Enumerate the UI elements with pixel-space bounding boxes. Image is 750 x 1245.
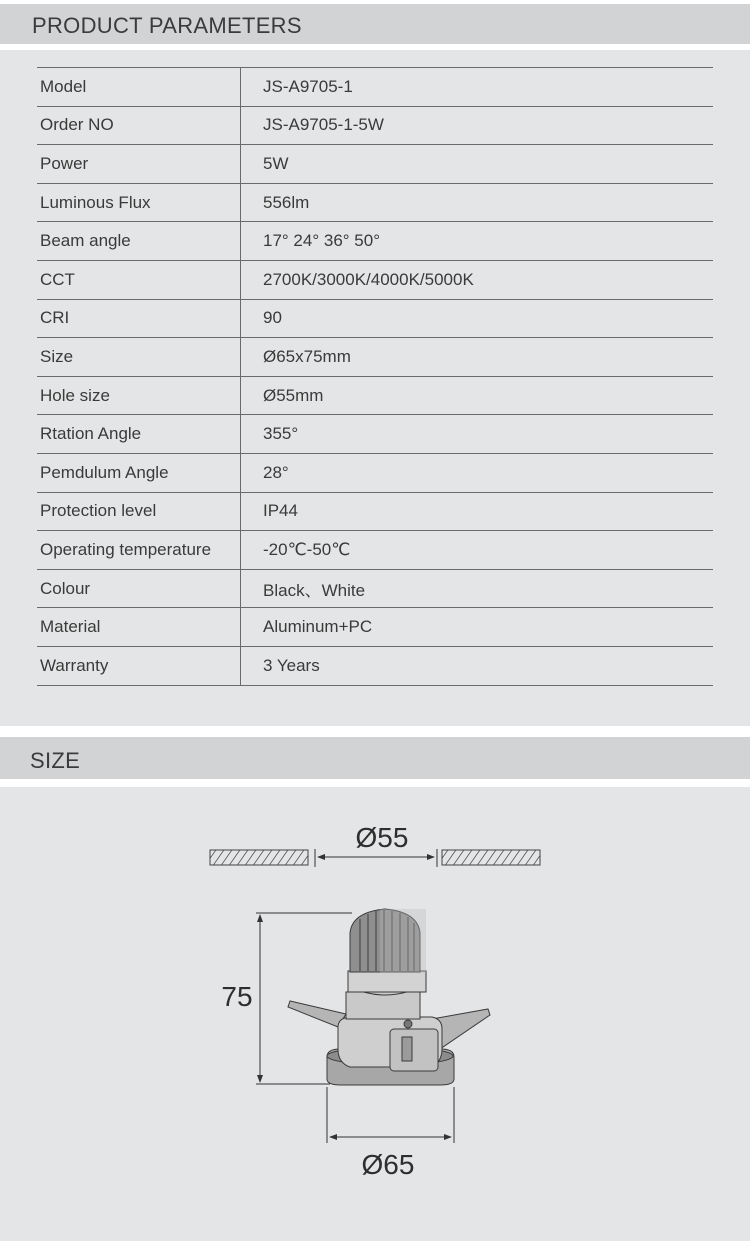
parameter-value: 17° 24° 36° 50° — [241, 222, 714, 261]
size-panel — [0, 787, 750, 1241]
parameters-table — [37, 67, 713, 686]
parameter-label: Hole size — [37, 376, 241, 415]
parameter-label: Order NO — [37, 106, 241, 145]
parameter-row — [37, 338, 713, 377]
parameter-row — [37, 106, 713, 145]
parameter-row — [37, 608, 713, 647]
parameter-label: CRI — [37, 299, 241, 338]
parameter-value: Aluminum+PC — [241, 608, 714, 647]
height-dimension-label: 75 — [221, 981, 253, 1012]
parameter-value: 3 Years — [241, 646, 714, 685]
parameter-label: Beam angle — [37, 222, 241, 261]
parameter-value: 355° — [241, 415, 714, 454]
parameter-value: Ø55mm — [241, 376, 714, 415]
parameter-row — [37, 145, 713, 184]
parameter-row — [37, 68, 713, 107]
parameter-value: JS-A9705-1-5W — [241, 106, 714, 145]
parameter-label: Material — [37, 608, 241, 647]
parameters-header-bar — [0, 4, 750, 44]
ceiling-right-hatch — [442, 850, 540, 865]
diameter-dimension-label: Ø65 — [361, 1149, 415, 1180]
parameter-label: Colour — [37, 569, 241, 608]
hole-dimension-label: Ø55 — [355, 822, 409, 853]
parameter-label: Model — [37, 68, 241, 107]
parameter-row — [37, 453, 713, 492]
parameter-label: Luminous Flux — [37, 183, 241, 222]
parameters-panel — [0, 50, 750, 726]
parameter-row — [37, 376, 713, 415]
parameter-row — [37, 415, 713, 454]
parameter-label: Rtation Angle — [37, 415, 241, 454]
parameter-value: 90 — [241, 299, 714, 338]
parameter-value: 28° — [241, 453, 714, 492]
parameter-value: -20℃-50℃ — [241, 531, 714, 570]
parameter-row — [37, 222, 713, 261]
parameter-row — [37, 531, 713, 570]
parameter-label: CCT — [37, 260, 241, 299]
ceiling-left-hatch — [210, 850, 308, 865]
parameter-label: Protection level — [37, 492, 241, 531]
size-title: SIZE — [30, 748, 81, 773]
parameter-value: 5W — [241, 145, 714, 184]
parameter-value: JS-A9705-1 — [241, 68, 714, 107]
parameter-row — [37, 183, 713, 222]
parameters-title: PRODUCT PARAMETERS — [32, 13, 302, 38]
parameter-value: 2700K/3000K/4000K/5000K — [241, 260, 714, 299]
parameter-label: Warranty — [37, 646, 241, 685]
parameter-label: Power — [37, 145, 241, 184]
parameter-value: IP44 — [241, 492, 714, 531]
parameter-label: Size — [37, 338, 241, 377]
parameter-value: 556lm — [241, 183, 714, 222]
size-header-bar — [0, 737, 750, 779]
parameter-row — [37, 492, 713, 531]
dimension-drawing — [0, 787, 750, 1241]
parameter-value: Black、White — [241, 569, 714, 608]
parameter-row — [37, 569, 713, 608]
parameter-value: Ø65x75mm — [241, 338, 714, 377]
downlight-product-image — [288, 909, 490, 1085]
parameter-row — [37, 260, 713, 299]
parameter-row — [37, 299, 713, 338]
parameter-row — [37, 646, 713, 685]
parameter-label: Operating temperature — [37, 531, 241, 570]
parameter-label: Pemdulum Angle — [37, 453, 241, 492]
